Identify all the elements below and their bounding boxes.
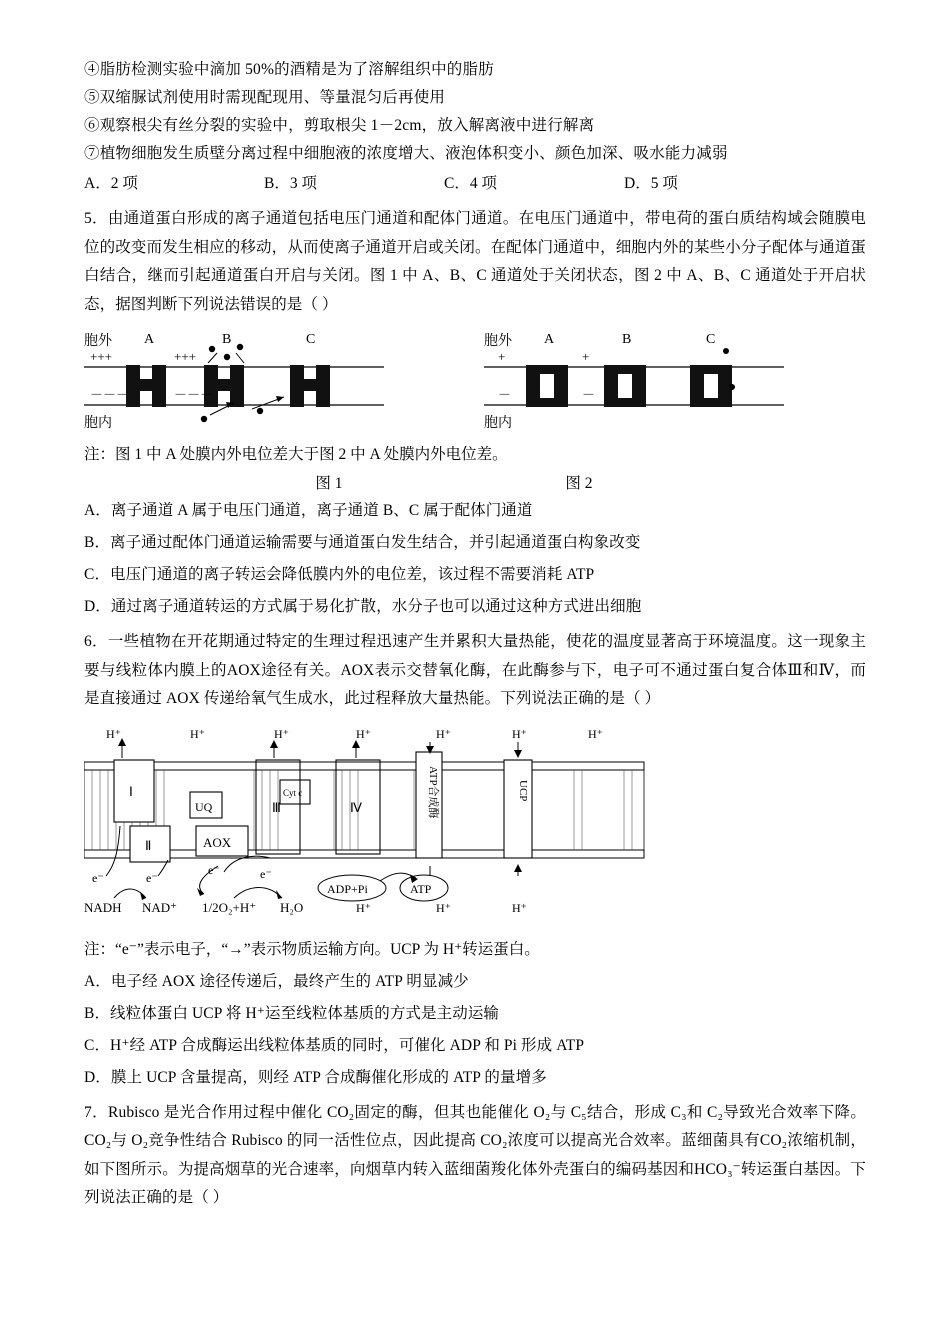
option-b: B．离子通过配体门通道运输需要与通道蛋白发生结合，并引起通道蛋白构象改变	[84, 534, 641, 551]
svg-text:Ⅲ: Ⅲ	[272, 799, 281, 815]
top-statement-list	[84, 56, 866, 168]
svg-text:+++: +++	[174, 349, 196, 364]
question-7-stem: 7．Rubisco 是光合作用过程中催化 CO₂固定的酶，但其也能催化 O₂与 C₅结合，形成 C₃和 C₂导致光合效率下降。CO₂与 O₂竞争性结合 Rubisco 的同一活性位点，因此提高 CO₂浓度可以提高光合效率。蓝细菌具有CO₂浓缩机制，如下图所示。为提高烟草的光合速率，向烟草内转入蓝细菌羧化体外壳蛋白的编码基因和HCO₃⁻转运蛋白基因。下列说法正确的是（ ）	[84, 1103, 866, 1206]
svg-text:NADH: NADH	[84, 899, 122, 915]
question-5-figure	[84, 331, 866, 431]
svg-text:－－－: －－－	[174, 387, 214, 402]
statement-item-6: ⑥观察根尖有丝分裂的实验中，剪取根尖 1－2cm，放入解离液中进行解离	[84, 117, 595, 134]
svg-text:胞内: 胞内	[84, 416, 112, 431]
svg-text:A: A	[544, 332, 555, 347]
svg-text:UCP: UCP	[517, 779, 529, 801]
svg-text:Cyt c: Cyt c	[283, 787, 303, 798]
svg-text:Ⅰ: Ⅰ	[129, 783, 133, 799]
svg-text:+: +	[498, 349, 506, 364]
svg-text:AOX: AOX	[203, 834, 232, 850]
figure-2-caption: 图 2	[565, 475, 593, 492]
statement-item-7: ⑦植物细胞发生质壁分离过程中细胞液的浓度增大、液泡体积变小、颜色加深、吸水能力减弱	[84, 145, 728, 162]
option-c: C．4 项	[444, 175, 497, 192]
svg-text:+: +	[582, 349, 590, 364]
statement-item-5: ⑤双缩脲试剂使用时需现配现用、等量混匀后再使用	[84, 89, 446, 106]
option-d: D．5 项	[624, 175, 678, 192]
svg-text:Ⅱ: Ⅱ	[145, 837, 152, 853]
option-b: B．线粒体蛋白 UCP 将 H⁺运至线粒体基质的方式是主动运输	[84, 1004, 500, 1022]
svg-text:胞外: 胞外	[84, 334, 112, 349]
statement-item-4: ④脂肪检测实验中滴加 50%的酒精是为了溶解组织中的脂肪	[84, 61, 494, 78]
option-d: D．膜上 UCP 含量提高，则经 ATP 合成酶催化形成的 ATP 的量增多	[84, 1068, 547, 1086]
svg-text:ATP合成酶: ATP合成酶	[427, 765, 439, 819]
option-a: A．电子经 AOX 途径传递后，最终产生的 ATP 明显减少	[84, 972, 469, 990]
svg-text:H⁺: H⁺	[512, 900, 527, 915]
svg-text:NAD⁺: NAD⁺	[142, 899, 178, 915]
svg-text:ADP+Pi: ADP+Pi	[327, 881, 368, 896]
option-c: C．电压门通道的离子转运会降低膜内外的电位差，该过程不需要消耗 ATP	[84, 566, 595, 583]
option-c: C．H⁺经 ATP 合成酶运出线粒体基质的同时，可催化 ADP 和 Pi 形成 ATP	[84, 1036, 585, 1054]
svg-text:H⁺: H⁺	[512, 726, 527, 741]
mitochondrial-electron-transport-diagram	[84, 726, 724, 926]
svg-text:B: B	[622, 332, 632, 347]
svg-text:H₂O: H₂O	[280, 899, 304, 915]
svg-text:e⁻: e⁻	[92, 870, 104, 885]
question-6-stem: 6．一些植物在开花期通过特定的生理过程迅速产生并累积大量热能，使花的温度显著高于环境温度。这一现象主要与线粒体内膜上的AOX途径有关。AOX表示交替氧化酶，在此酶参与下，电子可不通过蛋白复合体Ⅲ和Ⅳ，而是直接通过 AOX 传递给氧气生成水，此过程释放大量热能。下列说法正确的是（ ）	[84, 633, 866, 707]
svg-text:－－－: －－－	[90, 387, 130, 402]
svg-text:A: A	[144, 332, 155, 347]
svg-text:e⁻: e⁻	[208, 862, 220, 877]
svg-text:胞外: 胞外	[484, 334, 512, 349]
svg-text:H⁺: H⁺	[190, 726, 205, 741]
question-4-options	[84, 170, 866, 198]
svg-text:e⁻: e⁻	[146, 870, 158, 885]
svg-text:－: －	[582, 387, 596, 402]
svg-text:UQ: UQ	[195, 799, 213, 814]
ion-channel-diagram	[84, 331, 866, 431]
option-d: D．通过离子通道转运的方式属于易化扩散，水分子也可以通过这种方式进出细胞	[84, 598, 642, 615]
svg-text:－: －	[498, 387, 512, 402]
figure-1-caption: 图 1	[315, 475, 343, 492]
question-6-figure	[84, 726, 866, 926]
svg-text:1/2O₂+H⁺: 1/2O₂+H⁺	[202, 899, 257, 915]
svg-text:H⁺: H⁺	[436, 900, 451, 915]
svg-text:C: C	[306, 332, 316, 347]
question-6-note: 注：“e⁻”表示电子，“→”表示物质运输方向。UCP 为 H⁺转运蛋白。	[84, 940, 540, 958]
svg-text:H⁺: H⁺	[274, 726, 289, 741]
svg-text:C: C	[706, 332, 716, 347]
question-5-figure-captions	[84, 471, 866, 493]
svg-text:+++: +++	[90, 349, 112, 364]
svg-text:H⁺: H⁺	[436, 726, 451, 741]
question-5-note: 注：图 1 中 A 处膜内外电位差大于图 2 中 A 处膜内外电位差。	[84, 446, 508, 463]
option-a: A．2 项	[84, 175, 138, 192]
option-a: A．离子通道 A 属于电压门通道，离子通道 B、C 属于配体门通道	[84, 502, 533, 519]
svg-text:B: B	[222, 332, 232, 347]
question-6-options	[84, 967, 866, 1092]
option-b: B．3 项	[264, 175, 317, 192]
question-5-options	[84, 496, 866, 621]
question-5-stem: 5．由通道蛋白形成的离子通道包括电压门通道和配体门通道。在电压门通道中，带电荷的蛋白质结构域会随膜电位的改变而发生相应的移动，从而使离子通道开启或关闭。在配体门通道中，细胞内外的某些小分子配体与通道蛋白结合，继而引起通道蛋白开启与关闭。图 1 中 A、B、C 通道处于关闭状态，图 2 中 A、B、C 通道处于开启状态，据图判断下列说法错误的是（ ）	[84, 210, 866, 313]
svg-text:H⁺: H⁺	[106, 726, 121, 741]
svg-text:e⁻: e⁻	[260, 866, 272, 881]
svg-text:胞内: 胞内	[484, 416, 512, 431]
svg-text:H⁺: H⁺	[356, 900, 371, 915]
svg-text:H⁺: H⁺	[588, 726, 603, 741]
svg-text:ATP: ATP	[410, 881, 432, 896]
svg-text:H⁺: H⁺	[356, 726, 371, 741]
svg-text:Ⅳ: Ⅳ	[350, 799, 362, 815]
